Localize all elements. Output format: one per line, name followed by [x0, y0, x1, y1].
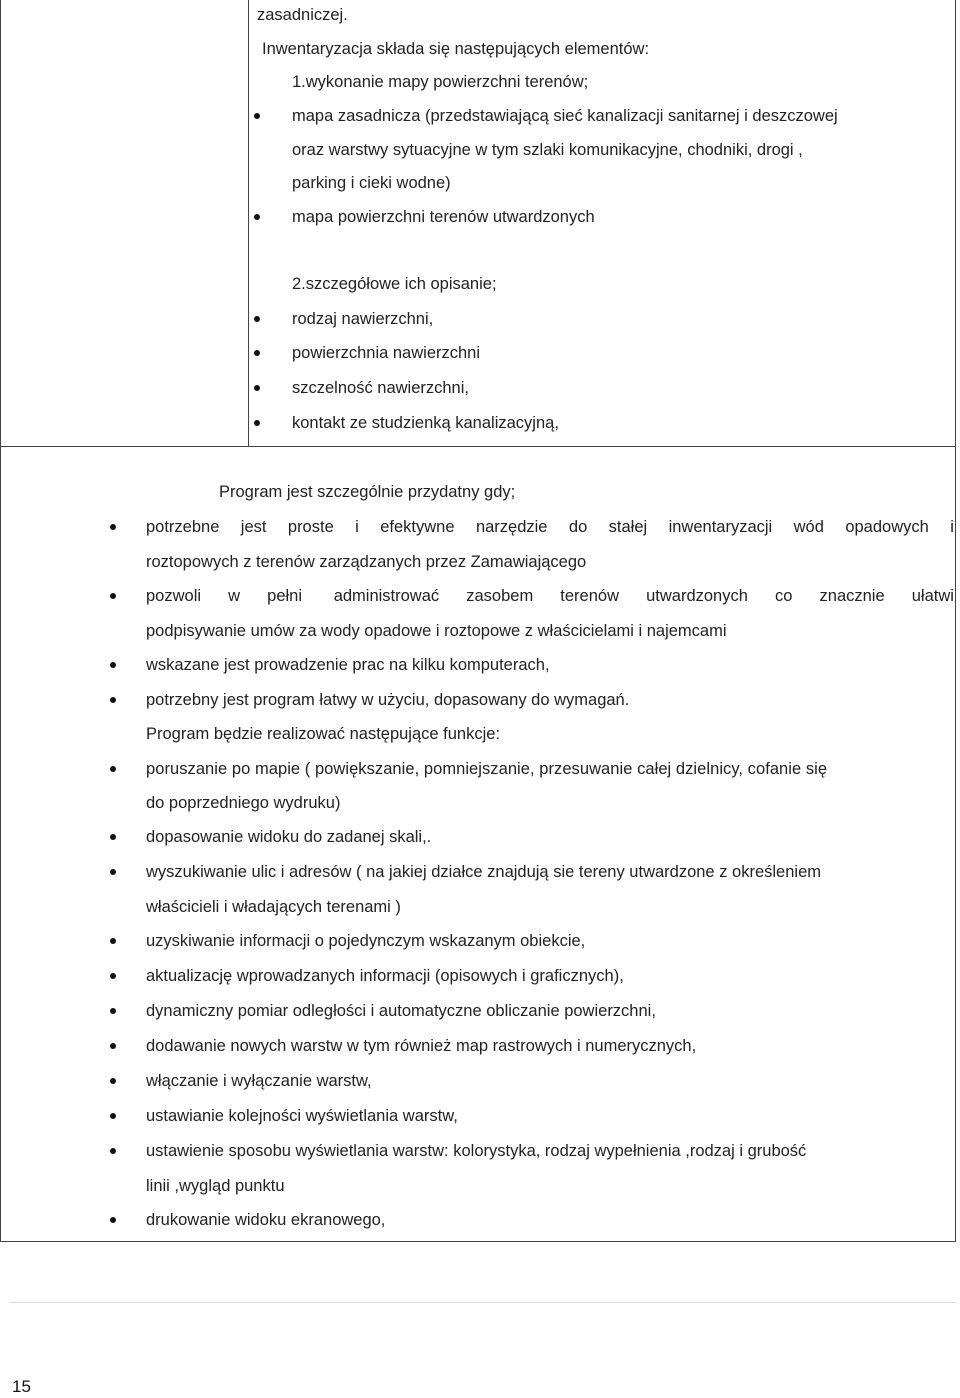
list-item: potrzebny jest program łatwy w użyciu, dopasowany do wymagań.	[146, 691, 630, 709]
table-row-divider	[0, 446, 956, 447]
bullet-icon	[110, 1043, 116, 1049]
table-left-border	[0, 0, 1, 1242]
bullet-icon	[110, 1148, 116, 1154]
bullet-icon	[110, 662, 116, 668]
bullet-icon	[110, 1078, 116, 1084]
list-item: powierzchnia nawierzchni	[292, 344, 481, 362]
inventory-intro: Inwentaryzacja składa się następujących elementów:	[262, 40, 650, 58]
list-item: włączanie i wyłączanie warstw,	[146, 1072, 372, 1090]
list-item: wyszukiwanie ulic i adresów ( na jakiej działce znajdują sie tereny utwardzone z określeniem	[146, 863, 821, 881]
list-item: kontakt ze studzienką kanalizacyjną,	[292, 414, 559, 432]
bullet-icon	[254, 316, 260, 322]
bullet-icon	[110, 766, 116, 772]
list-item: uzyskiwanie informacji o pojedynczym wskazanym obiekcie,	[146, 932, 586, 950]
list-item: ustawianie kolejności wyświetlania warstw,	[146, 1107, 458, 1125]
table-bottom-border	[0, 1241, 956, 1242]
list-item: dodawanie nowych warstw w tym również map rastrowych i numerycznych,	[146, 1037, 697, 1055]
bullet-icon	[110, 834, 116, 840]
list-item-1-heading: 1.wykonanie mapy powierzchni terenów;	[292, 73, 589, 91]
footer-divider	[10, 1302, 956, 1303]
list-item-2-heading: 2.szczegółowe ich opisanie;	[292, 275, 497, 293]
bullet-icon	[110, 1008, 116, 1014]
bullet-icon	[110, 938, 116, 944]
list-item: mapa powierzchni terenów utwardzonych	[292, 208, 595, 226]
list-item: pozwoli w pełni administrować zasobem terenów utwardzonych co znacznie ułatwi	[146, 587, 954, 605]
text-zasadniczej: zasadniczej.	[257, 6, 348, 24]
table-right-border	[955, 0, 956, 1242]
bullet-icon	[110, 1217, 116, 1223]
bullet-icon	[254, 385, 260, 391]
bullet-icon	[254, 420, 260, 426]
list-item-continuation: do poprzedniego wydruku)	[146, 794, 341, 812]
page-number: 15	[12, 1377, 31, 1396]
bullet-icon	[110, 697, 116, 703]
list-item-continuation: oraz warstwy sytuacyjne w tym szlaki komunikacyjne, chodniki, drogi ,	[292, 141, 803, 159]
list-item-continuation: linii ,wygląd punktu	[146, 1177, 285, 1195]
list-item: rodzaj nawierzchni,	[292, 310, 434, 328]
table-inner-divider	[248, 0, 249, 447]
list-item: dynamiczny pomiar odległości i automatyczne obliczanie powierzchni,	[146, 1002, 656, 1020]
bullet-icon	[254, 350, 260, 356]
list-item: drukowanie widoku ekranowego,	[146, 1211, 386, 1229]
list-item: mapa zasadnicza (przedstawiającą sieć kanalizacji sanitarnej i deszczowej	[292, 107, 838, 125]
list-item: aktualizację wprowadzanych informacji (opisowych i graficznych),	[146, 967, 624, 985]
bullet-icon	[110, 593, 116, 599]
list-item: dopasowanie widoku do zadanej skali,.	[146, 828, 432, 846]
list-item: wskazane jest prowadzenie prac na kilku komputerach,	[146, 656, 550, 674]
list-item: potrzebne jest proste i efektywne narzędzie do stałej inwentaryzacji wód opadowych i	[146, 518, 954, 536]
bullet-icon	[254, 113, 260, 119]
list-item-continuation: właścicieli i władających terenami )	[146, 898, 401, 916]
list-item: szczelność nawierzchni,	[292, 379, 469, 397]
functions-heading: Program będzie realizować następujące funkcje:	[146, 725, 501, 743]
list-item-continuation: parking i cieki wodne)	[292, 174, 451, 192]
list-item-continuation: roztopowych z terenów zarządzanych przez Zamawiającego	[146, 553, 587, 571]
bullet-icon	[254, 214, 260, 220]
list-item: poruszanie po mapie ( powiększanie, pomniejszanie, przesuwanie całej dzielnicy, cofanie się	[146, 760, 828, 778]
program-heading: Program jest szczególnie przydatny gdy;	[219, 483, 516, 501]
bullet-icon	[110, 1113, 116, 1119]
bullet-icon	[110, 973, 116, 979]
list-item-continuation: podpisywanie umów za wody opadowe i roztopowe z właścicielami i najemcami	[146, 622, 727, 640]
bullet-icon	[110, 524, 116, 530]
bullet-icon	[110, 869, 116, 875]
list-item: ustawienie sposobu wyświetlania warstw: kolorystyka, rodzaj wypełnienia ,rodzaj i grubość	[146, 1142, 807, 1160]
